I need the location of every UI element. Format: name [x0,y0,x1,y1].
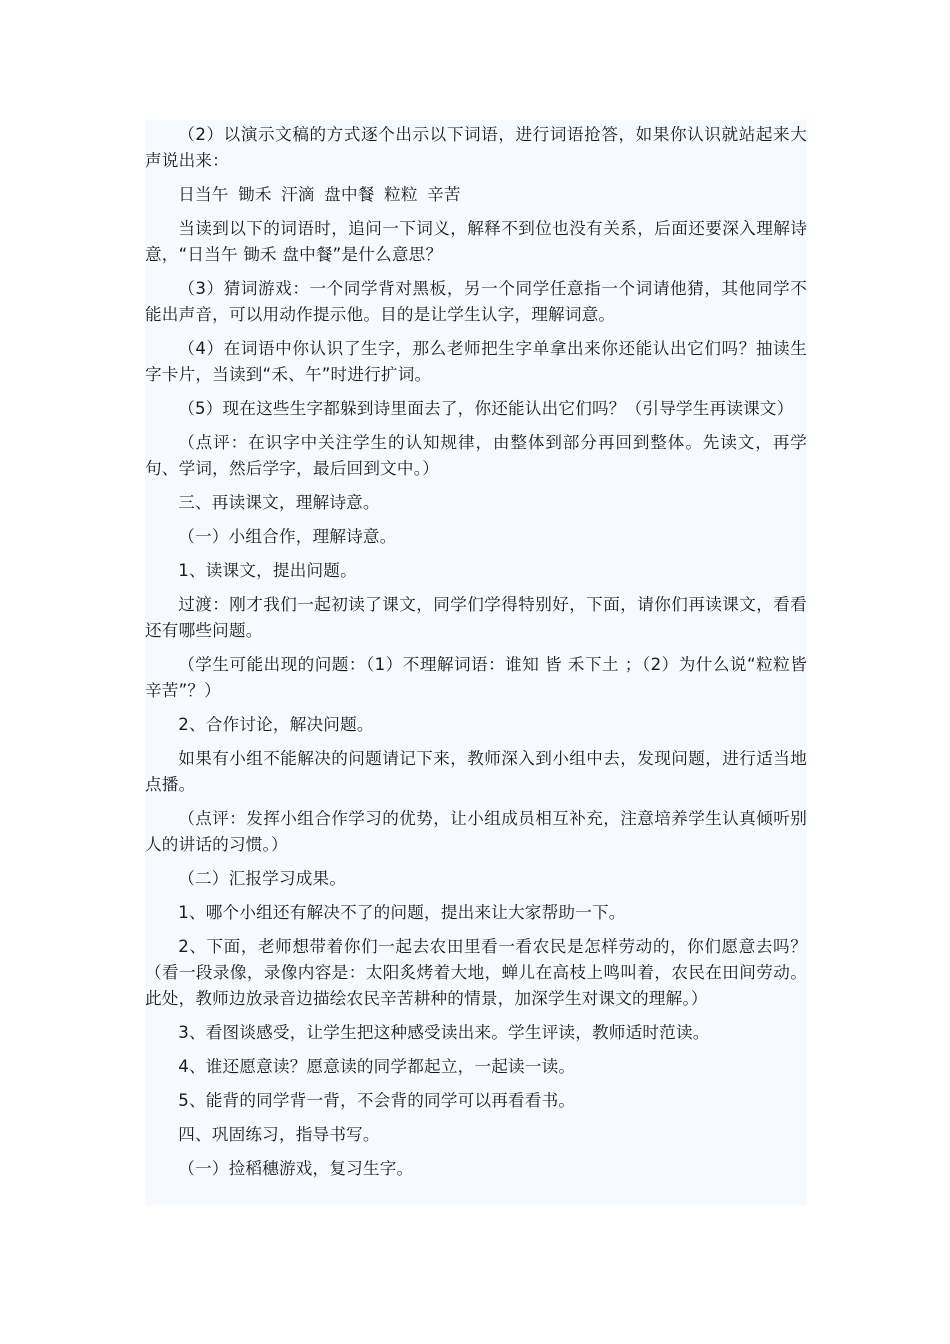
vocabulary-line: 日当午 锄禾 汗滴 盘中餐 粒粒 辛苦 [178,185,461,204]
paragraph: 当读到以下的词语时，追问一下词义，解释不到位也没有关系，后面还要深入理解诗意，“日当午 锄禾 盘中餐”是什么意思？ [145,219,807,264]
paragraph: 1、读课文，提出问题。 [178,561,357,580]
paragraph: （学生可能出现的问题：（1）不理解词语：谁知 皆 禾下土 ；（2）为什么说“粒粒皆辛苦”？） [145,655,807,700]
paragraph: 过渡：刚才我们一起初读了课文，同学们学得特别好，下面，请你们再读课文，看看还有哪些问题。 [145,595,807,640]
subsection-heading: （一）小组合作，理解诗意。 [178,527,397,546]
paragraph: 1、哪个小组还有解决不了的问题，提出来让大家帮助一下。 [178,903,626,922]
paragraph: （4）在词语中你认识了生字，那么老师把生字单拿出来你还能认出它们吗？抽读生字卡片，当读到“禾、午”时进行扩词。 [145,339,807,384]
paragraph: 如果有小组不能解决的问题请记下来，教师深入到小组中去，发现问题，进行适当地点播。 [145,749,807,794]
paragraph: 2、合作讨论，解决问题。 [178,715,374,734]
section-heading: 四、巩固练习，指导书写。 [178,1125,380,1144]
paragraph: 2、下面，老师想带着你们一起去农田里看一看农民是怎样劳动的，你们愿意去吗？（看一段录像，录像内容是：太阳炙烤着大地，蝉儿在高枝上鸣叫着，农民在田间劳动。此处，教师边放录音边描绘农民辛苦耕种的情景，加深学生对课文的理解。） [145,937,807,1008]
document-body [145,122,807,1190]
comment-paragraph: （点评：发挥小组合作学习的优势，让小组成员相互补充，注意培养学生认真倾听别人的讲话的习惯。） [145,809,807,854]
paragraph: （2）以演示文稿的方式逐个出示以下词语，进行词语抢答，如果你认识就站起来大声说出来： [145,125,807,170]
paragraph: （3）猜词游戏：一个同学背对黑板，另一个同学任意指一个词请他猜，其他同学不能出声音，可以用动作提示他。目的是让学生认字，理解词意。 [145,279,807,324]
paragraph: （5）现在这些生字都躲到诗里面去了，你还能认出它们吗？（引导学生再读课文） [178,399,794,418]
paragraph: 5、能背的同学背一背，不会背的同学可以再看看书。 [178,1091,576,1110]
subsection-heading: （二）汇报学习成果。 [178,869,347,888]
section-heading: 三、再读课文，理解诗意。 [178,493,380,512]
subsection-heading: （一）捡稻穗游戏，复习生字。 [178,1159,414,1178]
paragraph: 4、谁还愿意读？愿意读的同学都起立，一起读一读。 [178,1057,576,1076]
comment-paragraph: （点评：在识字中关注学生的认知规律，由整体到部分再回到整体。先读文，再学句、学词，然后学字，最后回到文中。） [145,433,807,478]
paragraph: 3、看图谈感受，让学生把这种感受读出来。学生评读，教师适时范读。 [178,1023,710,1042]
